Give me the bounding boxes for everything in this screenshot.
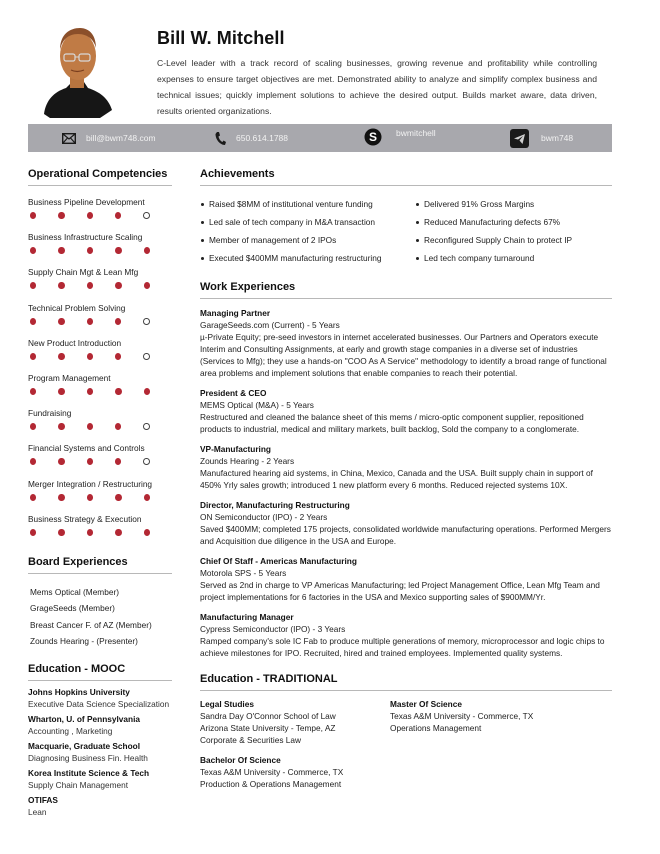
rating-dot-filled-icon: [30, 282, 36, 289]
right-column: [200, 168, 612, 790]
education-list: [200, 699, 612, 790]
education-degree: Legal Studies: [200, 699, 254, 709]
job-entry: [200, 388, 612, 435]
job-company: MEMS Optical (M&A) - 5 Years: [200, 400, 314, 410]
achievement-item: Raised $8MM of institutional venture funding: [200, 195, 415, 213]
competencies-title: Operational Competencies: [28, 168, 172, 186]
job-description: Manufactured hearing aid systems, in China, Mexico, Canada and the USA. Built supply chain in support of 450% Yrly sales growth; introduced 1 new platform every 6 months. Reduced rejected systems 10X.: [200, 468, 593, 490]
rating-dot-filled-icon: [115, 212, 121, 219]
job-entry: [200, 612, 612, 659]
job-entry: [200, 500, 612, 547]
rating-dot-empty-icon: [143, 423, 150, 430]
rating-dot-filled-icon: [115, 388, 121, 395]
board-item: Breast Cancer F. of AZ (Member): [30, 619, 152, 630]
mooc-school: Johns Hopkins University: [28, 686, 130, 697]
rating-dot-filled-icon: [87, 458, 93, 465]
competency-label: Business Pipeline Development: [28, 197, 145, 207]
rating-dot-filled-icon: [87, 529, 93, 536]
rating-dot-filled-icon: [30, 458, 36, 465]
job-company: GarageSeeds.com (Current) - 5 Years: [200, 320, 340, 330]
mooc-entry: [28, 768, 172, 791]
competency-label: Supply Chain Mgt & Lean Mfg: [28, 267, 139, 278]
education-entry: [200, 755, 390, 790]
rating-dot-filled-icon: [144, 494, 150, 501]
mooc-entry: [28, 795, 172, 818]
phone-number[interactable]: 650.614.1788: [236, 133, 288, 143]
education-degree: Master Of Science: [390, 699, 462, 709]
mooc-course: Executive Data Science Specialization: [28, 698, 170, 709]
mooc-entry: [28, 687, 172, 710]
rating-dot-filled-icon: [144, 247, 150, 254]
job-title: Chief Of Staff - Americas Manufacturing: [200, 556, 357, 566]
rating-dot-filled-icon: [30, 423, 36, 430]
rating-dot-filled-icon: [58, 529, 64, 536]
rating-dot-filled-icon: [115, 282, 121, 289]
education-detail: Operations Management: [390, 723, 482, 733]
competency-label: Business Infrastructure Scaling: [28, 232, 143, 243]
competencies-list: [28, 196, 172, 546]
mooc-school: Wharton, U. of Pennsylvania: [28, 713, 141, 724]
education-detail: Production & Operations Management: [200, 779, 342, 789]
contact-phone[interactable]: [214, 131, 288, 146]
competency-rating: [30, 388, 172, 395]
competency-item: [28, 407, 172, 440]
rating-dot-empty-icon: [143, 353, 150, 360]
rating-dot-filled-icon: [58, 494, 64, 501]
mooc-list: [28, 687, 172, 818]
rating-dot-filled-icon: [87, 247, 93, 254]
competency-rating: [30, 458, 172, 465]
mooc-title: Education - MOOC: [28, 663, 172, 681]
profile-summary: C-Level leader with a track record of scaling businesses, growing revenue and profitability while controlling expenses to ensure target objectives are met. Demonstrated ability to analyze and simplify complex business and technical issues; quickly implement solutions to achieve the desired output. Builds market aware, data driven, results oriented organizations.: [157, 58, 597, 116]
rating-dot-filled-icon: [30, 494, 36, 501]
rating-dot-filled-icon: [58, 423, 64, 430]
education-entry: [390, 699, 590, 746]
rating-dot-filled-icon: [58, 353, 64, 360]
telegram-handle[interactable]: bwm748: [541, 133, 574, 143]
envelope-icon: [62, 133, 76, 144]
mooc-course: Supply Chain Management: [28, 779, 129, 790]
rating-dot-empty-icon: [143, 318, 150, 325]
competency-rating: [30, 423, 172, 430]
competency-label: Technical Problem Solving: [28, 302, 126, 313]
rating-dot-filled-icon: [30, 247, 36, 254]
board-item: GrageSeeds (Member): [30, 603, 115, 614]
job-company: Motorola SPS - 5 Years: [200, 568, 287, 578]
mooc-entry: [28, 714, 172, 737]
rating-dot-filled-icon: [30, 529, 36, 536]
board-item: Mems Optical (Member): [30, 586, 119, 597]
candidate-name: Bill W. Mitchell: [157, 28, 285, 48]
mooc-school: OTIFAS: [28, 794, 58, 805]
board-list: [30, 584, 172, 650]
education-title: Education - TRADITIONAL: [200, 673, 612, 691]
competency-item: [28, 302, 172, 335]
education-entry: [200, 699, 390, 746]
competency-item: [28, 478, 172, 511]
education-degree: Bachelor Of Science: [200, 755, 281, 765]
rating-dot-filled-icon: [87, 282, 93, 289]
contact-email[interactable]: [62, 133, 156, 144]
job-entry: [200, 444, 612, 491]
rating-dot-filled-icon: [87, 494, 93, 501]
rating-dot-filled-icon: [58, 247, 64, 254]
skype-handle[interactable]: bwmitchell: [396, 128, 436, 138]
rating-dot-filled-icon: [115, 458, 121, 465]
achievements-list: [200, 195, 612, 267]
rating-dot-filled-icon: [58, 282, 64, 289]
job-title: President & CEO: [200, 388, 267, 398]
rating-dot-filled-icon: [87, 318, 93, 325]
rating-dot-empty-icon: [143, 212, 150, 219]
competency-rating: [30, 247, 172, 254]
achievement-item: Led sale of tech company in M&A transaction: [200, 213, 415, 231]
job-company: Cypress Semiconductor (IPO) - 3 Years: [200, 624, 346, 634]
mooc-school: Macquarie, Graduate School: [28, 740, 141, 751]
rating-dot-filled-icon: [30, 318, 36, 325]
achievement-item: Reduced Manufacturing defects 67%: [415, 213, 615, 231]
job-entry: [200, 556, 612, 603]
rating-dot-filled-icon: [115, 247, 121, 254]
competency-label: Financial Systems and Controls: [28, 443, 145, 454]
rating-dot-filled-icon: [87, 212, 93, 219]
competency-rating: [30, 494, 172, 501]
phone-icon: [214, 131, 226, 146]
mooc-school: Korea Institute Science & Tech: [28, 767, 150, 778]
competency-item: [28, 372, 172, 405]
job-description: Served as 2nd in charge to VP Americas Manufacturing; led Project Management Office, Lean Mfg Team and project implementations for 6 factories in the USA and Mexico supporting sales of $900MM/Yr.: [200, 580, 600, 602]
contact-bar: [28, 124, 612, 152]
education-detail: Texas A&M University - Commerce, TX: [200, 767, 344, 777]
competency-item: [28, 231, 172, 264]
competency-label: New Product Introduction: [28, 337, 122, 348]
email-link[interactable]: bill@bwm748.com: [86, 133, 156, 143]
rating-dot-filled-icon: [115, 318, 121, 325]
education-detail: Arizona State University - Tempe, AZ: [200, 723, 336, 733]
rating-dot-filled-icon: [87, 388, 93, 395]
competency-item: [28, 196, 172, 229]
rating-dot-filled-icon: [30, 388, 36, 395]
achievement-item: Reconfigured Supply Chain to protect IP: [415, 231, 615, 249]
achievement-item: Led tech company turnaround: [415, 249, 615, 267]
education-detail: Sandra Day O'Connor School of Law: [200, 711, 336, 721]
education-detail: Texas A&M University - Commerce, TX: [390, 711, 534, 721]
mooc-course: Lean: [28, 806, 47, 817]
rating-dot-filled-icon: [115, 423, 121, 430]
skype-icon: [364, 128, 382, 146]
mooc-course: Diagnosing Business Fin. Health: [28, 752, 148, 763]
competency-label: Merger Integration / Restructuring: [28, 478, 153, 489]
contact-telegram[interactable]: [510, 129, 573, 148]
job-title: VP-Manufacturing: [200, 444, 271, 454]
avatar-illustration-icon: [40, 22, 116, 118]
rating-dot-empty-icon: [143, 458, 150, 465]
rating-dot-filled-icon: [144, 282, 150, 289]
rating-dot-filled-icon: [58, 388, 64, 395]
rating-dot-filled-icon: [144, 388, 150, 395]
contact-skype[interactable]: [364, 128, 436, 146]
rating-dot-filled-icon: [58, 458, 64, 465]
job-company: ON Semiconductor (IPO) - 2 Years: [200, 512, 328, 522]
competency-label: Business Strategy & Execution: [28, 513, 142, 524]
rating-dot-filled-icon: [115, 529, 121, 536]
rating-dot-filled-icon: [144, 529, 150, 536]
avatar: [40, 22, 116, 118]
svg-text:S: S: [368, 130, 378, 145]
rating-dot-filled-icon: [58, 318, 64, 325]
achievement-item: Member of management of 2 IPOs: [200, 231, 415, 249]
left-column: [28, 168, 172, 822]
job-title: Manufacturing Manager: [200, 612, 294, 622]
competency-item: [28, 337, 172, 370]
rating-dot-filled-icon: [115, 353, 121, 360]
achievement-item: Delivered 91% Gross Margins: [415, 195, 615, 213]
rating-dot-filled-icon: [30, 212, 36, 219]
rating-dot-filled-icon: [115, 494, 121, 501]
achievement-item: Executed $400MM manufacturing restructuring: [200, 249, 415, 267]
job-title: Managing Partner: [200, 308, 271, 318]
education-detail: Corporate & Securities Law: [200, 735, 301, 745]
job-entry: [200, 308, 612, 379]
rating-dot-filled-icon: [87, 423, 93, 430]
work-list: [200, 308, 612, 659]
job-company: Zounds Hearing - 2 Years: [200, 456, 295, 466]
competency-label: Program Management: [28, 372, 111, 383]
competency-item: [28, 442, 172, 475]
telegram-icon: [510, 129, 529, 148]
job-description: Restructured and cleaned the balance sheet of this mems / micro-optic component supplier, repositioned products to industrial, medical and military markets, built backlog, Sold the company to a conglomerate.: [200, 412, 584, 434]
competency-rating: [30, 212, 172, 219]
competency-rating: [30, 318, 172, 325]
mooc-course: Accounting , Marketing: [28, 725, 113, 736]
rating-dot-filled-icon: [30, 353, 36, 360]
competency-rating: [30, 529, 172, 536]
job-description: Saved $400MM; completed 175 projects, consolidated worldwide manufacturing operations. Performed Mergers and Acquisition due diligence in the USA and Europe.: [200, 524, 611, 546]
job-title: Director, Manufacturing Restructuring: [200, 500, 350, 510]
competency-item: [28, 513, 172, 546]
rating-dot-filled-icon: [58, 212, 64, 219]
competency-rating: [30, 353, 172, 360]
job-description: Ramped company's sole IC Fab to produce multiple generations of memory, microprocessor and logic chips to achieve milestones for IPO. Recruited, hired and trained employees. Implemented quality systems.: [200, 636, 605, 658]
competency-rating: [30, 282, 172, 289]
job-description: µ-Private Equity; pre-seed investors in internet accelerated businesses. Our Partners and Operators execute Interim and Consulting Assignments, at early and growth stage companies in a diverse set of industries (Services to Mfg); they use a hands-on "COO As A Service" methodology to identify a broad range of functional area problems and implement solutions that enable companies to reach their potential.: [200, 332, 607, 378]
competency-item: [28, 266, 172, 299]
achievements-title: Achievements: [200, 168, 612, 186]
rating-dot-filled-icon: [87, 353, 93, 360]
board-title: Board Experiences: [28, 556, 172, 574]
competency-label: Fundraising: [28, 408, 72, 419]
board-item: Zounds Hearing - (Presenter): [30, 636, 138, 647]
mooc-entry: [28, 741, 172, 764]
work-title: Work Experiences: [200, 281, 612, 299]
